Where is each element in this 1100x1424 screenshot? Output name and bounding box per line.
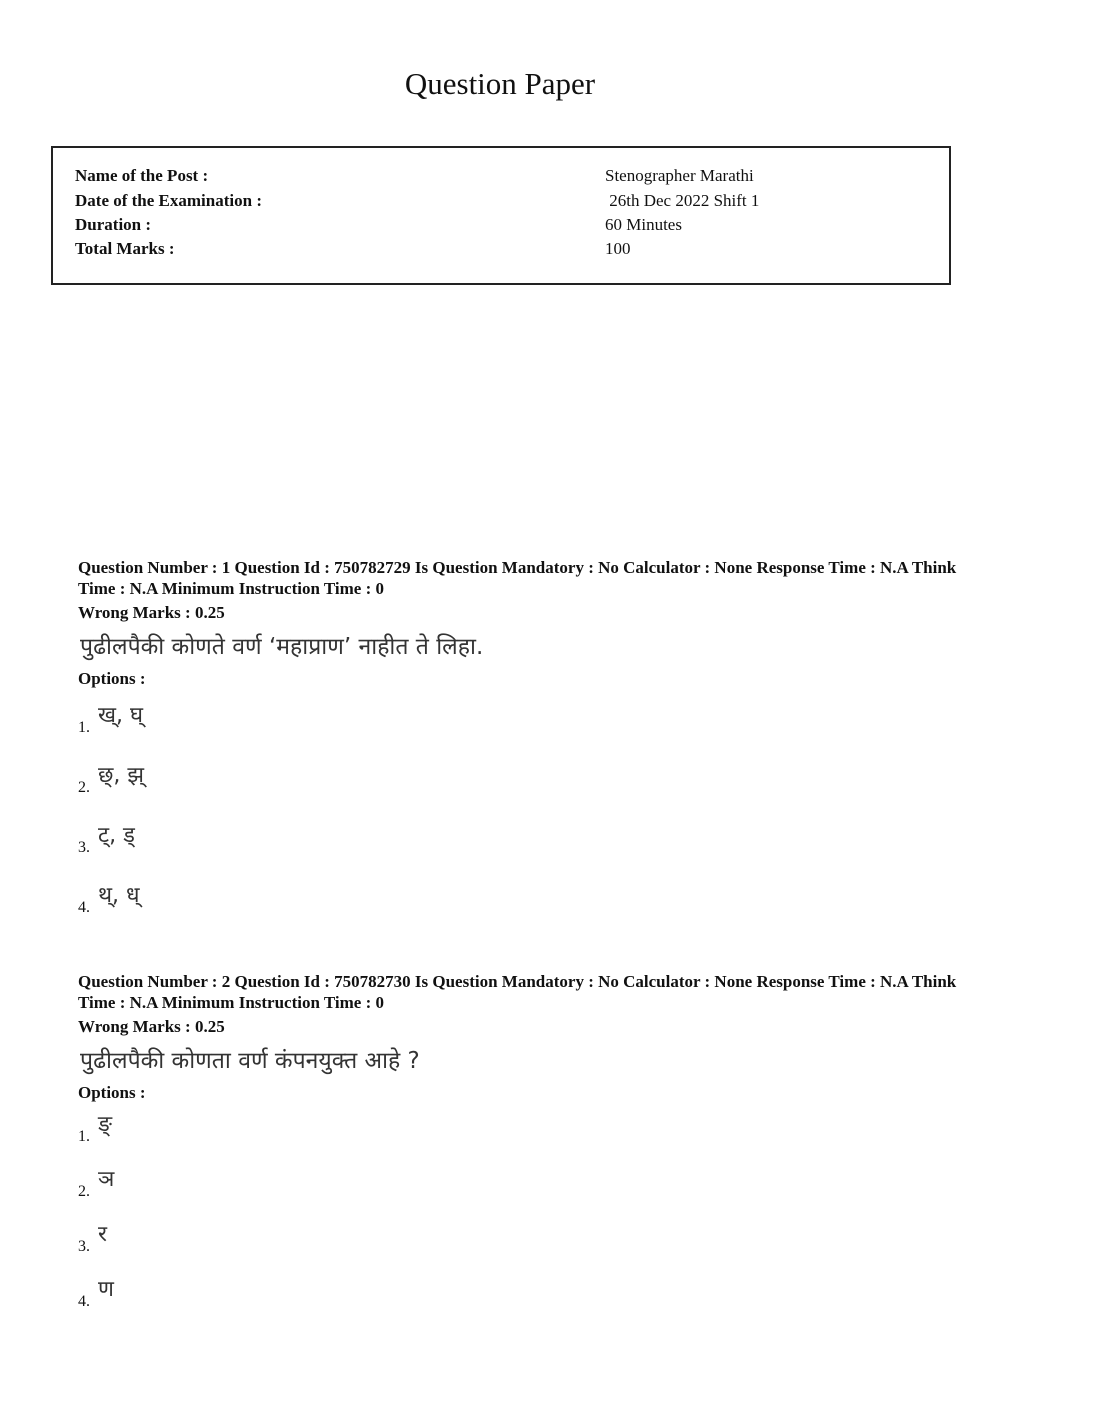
option-3 <box>78 811 1018 871</box>
option-text: ण <box>98 1277 114 1302</box>
question-meta-line: Question Number : 1 Question Id : 750782729 Is Question Mandatory : No Calculator : None Response Time : N.A Think <box>78 558 957 577</box>
option-number: 1. <box>78 719 90 736</box>
option-4 <box>78 1270 1018 1325</box>
option-3 <box>78 1215 1018 1270</box>
question-meta-line: Question Number : 2 Question Id : 750782730 Is Question Mandatory : No Calculator : None Response Time : N.A Think <box>78 972 957 991</box>
option-number: 4. <box>78 899 90 916</box>
info-label: Total Marks : <box>75 239 175 258</box>
option-text: ङ् <box>98 1112 113 1137</box>
option-text: ख्, घ् <box>98 703 143 728</box>
option-number: 2. <box>78 779 90 796</box>
option-2 <box>78 1160 1018 1215</box>
info-value: 60 Minutes <box>605 215 682 234</box>
options-label: Options : <box>78 669 146 688</box>
info-row-post <box>75 164 935 188</box>
option-4 <box>78 871 1018 931</box>
info-label: Name of the Post : <box>75 166 209 185</box>
wrong-marks: Wrong Marks : 0.25 <box>78 603 225 622</box>
option-number: 3. <box>78 839 90 856</box>
option-text: छ्, झ् <box>98 763 145 788</box>
question-block <box>78 971 1018 1325</box>
option-1 <box>78 1105 1018 1160</box>
option-text: र <box>98 1222 107 1247</box>
option-number: 2. <box>78 1183 90 1200</box>
question-text: पुढीलपैकी कोणता वर्ण कंपनयुक्त आहे ? <box>80 1048 420 1074</box>
option-text: थ्, ध् <box>98 883 140 908</box>
option-2 <box>78 751 1018 811</box>
info-label: Duration : <box>75 215 152 234</box>
option-number: 1. <box>78 1128 90 1145</box>
info-label: Date of the Examination : <box>75 191 262 210</box>
option-number: 3. <box>78 1238 90 1255</box>
info-row-date <box>75 189 935 213</box>
option-text: ञ <box>98 1167 115 1192</box>
info-row-total-marks <box>75 237 935 261</box>
page-title: Question Paper <box>404 66 596 101</box>
exam-info-box <box>51 146 951 285</box>
options-label: Options : <box>78 1083 146 1102</box>
info-value: Stenographer Marathi <box>605 166 754 185</box>
question-meta-line: Time : N.A Minimum Instruction Time : 0 <box>78 993 385 1012</box>
option-number: 4. <box>78 1293 90 1310</box>
question-text: पुढीलपैकी कोणते वर्ण ‘महाप्राण’ नाहीत ते लिहा. <box>80 634 484 660</box>
wrong-marks: Wrong Marks : 0.25 <box>78 1017 225 1036</box>
question-meta-line: Time : N.A Minimum Instruction Time : 0 <box>78 579 385 598</box>
info-value: 26th Dec 2022 Shift 1 <box>605 191 760 210</box>
option-text: ट्, ड् <box>98 823 135 848</box>
info-value: 100 <box>605 239 631 258</box>
info-row-duration <box>75 213 935 237</box>
option-1 <box>78 691 1018 751</box>
question-block <box>78 557 1018 931</box>
